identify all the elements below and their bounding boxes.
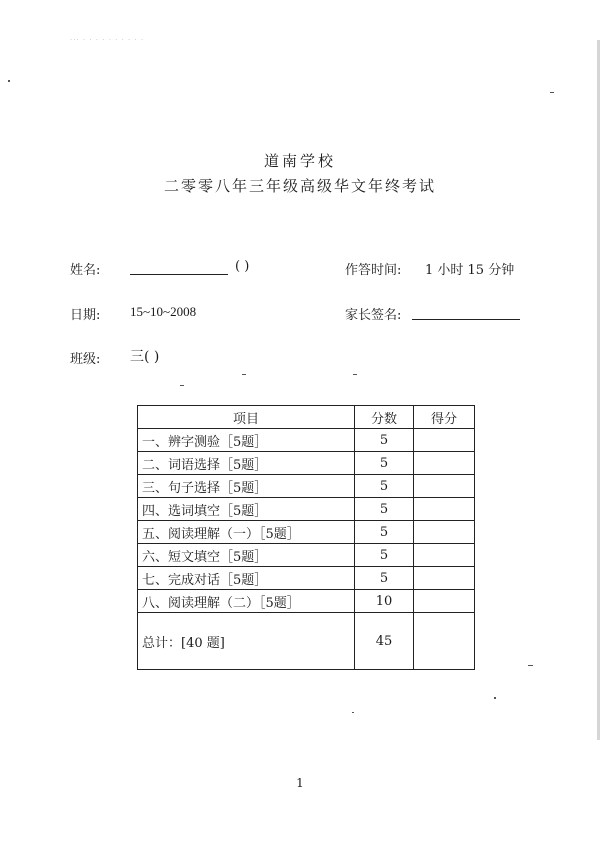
- row-marks: 10: [355, 590, 414, 613]
- page-number: 1: [296, 776, 304, 790]
- row-score: [414, 452, 475, 475]
- row-item: 四、选词填空［5题］: [138, 498, 355, 521]
- school-name: 道南学校: [263, 152, 336, 170]
- parent-signature-line: [412, 319, 520, 320]
- table-row: [138, 452, 475, 475]
- row-marks: 5: [355, 567, 414, 590]
- scan-speck: [494, 697, 496, 699]
- name-line: [130, 274, 228, 275]
- scan-speck: [8, 80, 10, 82]
- row-marks: 5: [355, 429, 414, 452]
- header-marks: 分数: [355, 406, 414, 429]
- table-row: [138, 567, 475, 590]
- scan-speck: [180, 385, 184, 386]
- exam-title: 二零零八年三年级高级华文年终考试: [163, 177, 436, 195]
- name-parentheses: ( ): [235, 259, 250, 274]
- row-item: 六、短文填空［5题］: [138, 544, 355, 567]
- header-score: 得分: [414, 406, 475, 429]
- row-marks: 5: [355, 521, 414, 544]
- row-score: [414, 498, 475, 521]
- table-row: [138, 521, 475, 544]
- scan-speck: [242, 374, 246, 375]
- score-table: [137, 405, 475, 670]
- row-item: 五、阅读理解（一）［5题］: [138, 521, 355, 544]
- row-score: [414, 567, 475, 590]
- scan-speck: [528, 665, 533, 666]
- total-item: 总计：[40 题]: [138, 613, 355, 670]
- row-item: 三、句子选择［5题］: [138, 475, 355, 498]
- table-row: [138, 590, 475, 613]
- row-marks: 5: [355, 544, 414, 567]
- total-row: [138, 613, 475, 670]
- row-score: [414, 544, 475, 567]
- row-marks: 5: [355, 452, 414, 475]
- table-row: [138, 475, 475, 498]
- date-value: 15~10~2008: [130, 304, 197, 319]
- row-item: 八、阅读理解（二）［5题］: [138, 590, 355, 613]
- total-marks: 45: [355, 613, 414, 670]
- score-table-header-row: [138, 406, 475, 429]
- scan-speck: [353, 374, 357, 375]
- row-score: [414, 475, 475, 498]
- row-marks: 5: [355, 498, 414, 521]
- time-label: 作答时间:: [345, 263, 402, 278]
- scan-speck: [352, 712, 354, 713]
- row-item: 七、完成对话［5题］: [138, 567, 355, 590]
- time-value: 1 小时 15 分钟: [425, 263, 515, 278]
- class-label: 班级:: [70, 352, 101, 367]
- row-score: [414, 521, 475, 544]
- row-score: [414, 590, 475, 613]
- total-score: [414, 613, 475, 670]
- class-value: 三( ): [130, 349, 160, 365]
- row-item: 一、辨字测验［5题］: [138, 429, 355, 452]
- parent-signature-label: 家长签名:: [345, 308, 402, 323]
- row-score: [414, 429, 475, 452]
- table-row: [138, 498, 475, 521]
- date-label: 日期:: [70, 308, 101, 323]
- row-marks: 5: [355, 475, 414, 498]
- row-item: 二、词语选择［5题］: [138, 452, 355, 475]
- scan-speck: [550, 92, 554, 93]
- table-row: [138, 429, 475, 452]
- table-row: [138, 544, 475, 567]
- name-label: 姓名:: [70, 263, 101, 278]
- scan-header-noise: ··· · · · · · · · · · ·: [70, 36, 145, 44]
- header-item: 项目: [138, 406, 355, 429]
